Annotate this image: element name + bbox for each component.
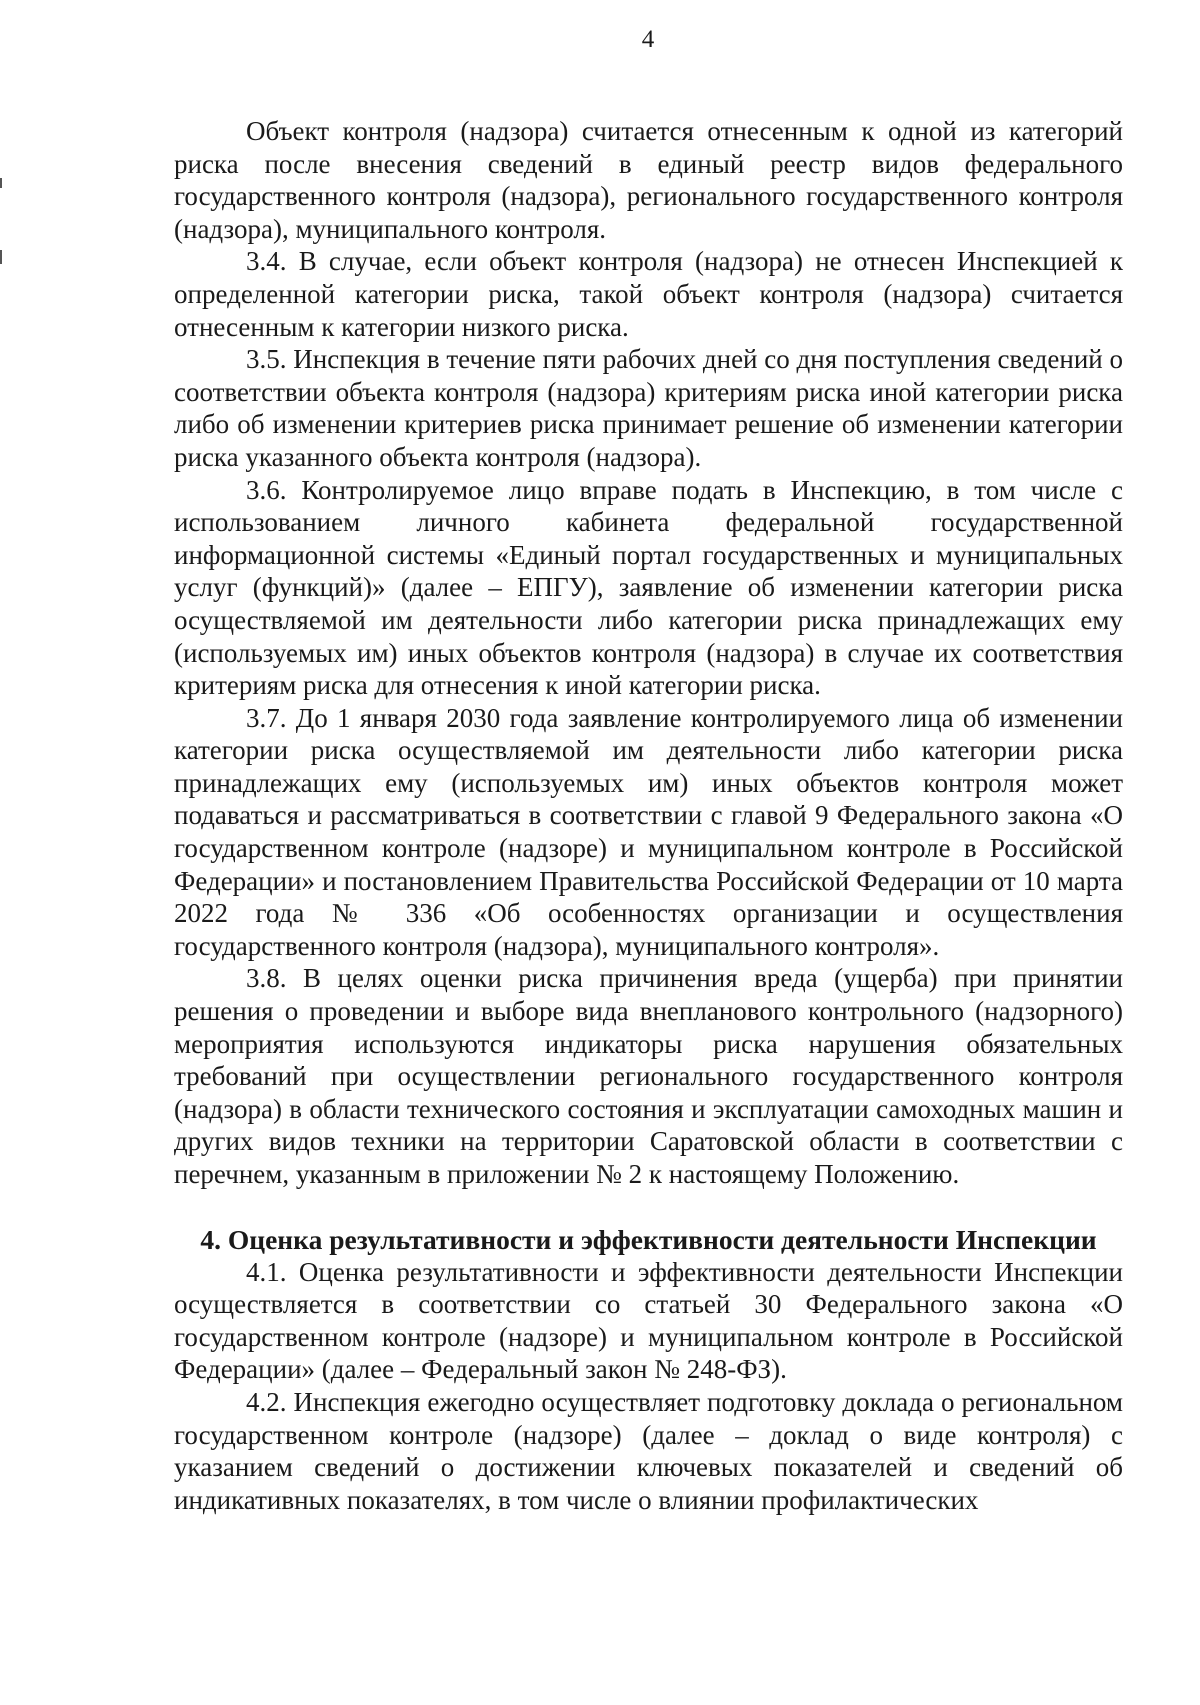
section-heading: 4. Оценка результативности и эффективности деятельности Инспекции: [200, 1223, 1097, 1255]
paragraph-3-4: 3.4. В случае, если объект контроля (надзора) не отнесен Инспекцией к определенной категории риска, такой объект контроля (надзора) считается отнесенным к категории низкого риска.: [174, 246, 1123, 342]
paragraph-3-7: 3.7. До 1 января 2030 года заявление контролируемого лица об изменении категории риска осуществляемой им деятельности либо категории риска принадлежащих ему (используемых им) иных объектов контроля может подаваться и рассматриваться в соответствии с главой 9 Федерального закона «О государственном контроле (надзоре) и муниципальном контроле в Российской Федерации» и постановлением Правительства Российской Федерации от 10 марта 2022 года № 336 «Об особенностях организации и осуществления государственного контроля (надзора), муниципального контроля».: [174, 702, 1123, 961]
document-body: [174, 115, 1123, 1516]
margin-mark: [0, 178, 2, 188]
page-number: 4: [641, 26, 655, 53]
paragraph-4-1: 4.1. Оценка результативности и эффективности деятельности Инспекции осуществляется в соответствии со статьей 30 Федерального закона «О государственном контроле (надзоре) и муниципальном контроле в Российской Федерации» (далее – Федеральный закон № 248-ФЗ).: [174, 1256, 1123, 1385]
paragraph-4-2: 4.2. Инспекция ежегодно осуществляет подготовку доклада о региональном государственном контроле (надзоре) (далее – доклад о виде контроля) с указанием сведений о достижении ключевых показателей и сведений об индикативных показателях, в том числе о влиянии профилактических: [174, 1386, 1123, 1515]
margin-mark: [0, 250, 2, 264]
paragraph-3-5: 3.5. Инспекция в течение пяти рабочих дней со дня поступления сведений о соответствии объекта контроля (надзора) критериям риска иной категории риска либо об изменении критериев риска принимает решение об изменении категории риска указанного объекта контроля (надзора).: [174, 344, 1123, 472]
paragraph-object-category: Объект контроля (надзора) считается отнесенным к одной из категорий риска после внесения сведений в единый реестр видов федерального государственного контроля (надзора), регионального государственного контроля (надзора), муниципального контроля.: [174, 116, 1123, 244]
paragraph-3-8: 3.8. В целях оценки риска причинения вреда (ущерба) при принятии решения о проведении и выборе вида внепланового контрольного (надзорного) мероприятия используются индикаторы риска нарушения обязательных требований при осуществлении регионального государственного контроля (надзора) в области технического состояния и эксплуатации самоходных машин и других видов техники на территории Саратовской области в соответствии с перечнем, указанным в приложении № 2 к настоящему Положению.: [174, 963, 1123, 1189]
paragraph-3-6: 3.6. Контролируемое лицо вправе подать в Инспекцию, в том числе с использованием личного кабинета федеральной государственной информационной системы «Единый портал государственных и муниципальных услуг (функций)» (далее – ЕПГУ), заявление об изменении категории риска осуществляемой им деятельности либо категории риска принадлежащих ему (используемых им) иных объектов контроля (надзора) в случае их соответствия критериям риска для отнесения к иной категории риска.: [174, 474, 1123, 701]
